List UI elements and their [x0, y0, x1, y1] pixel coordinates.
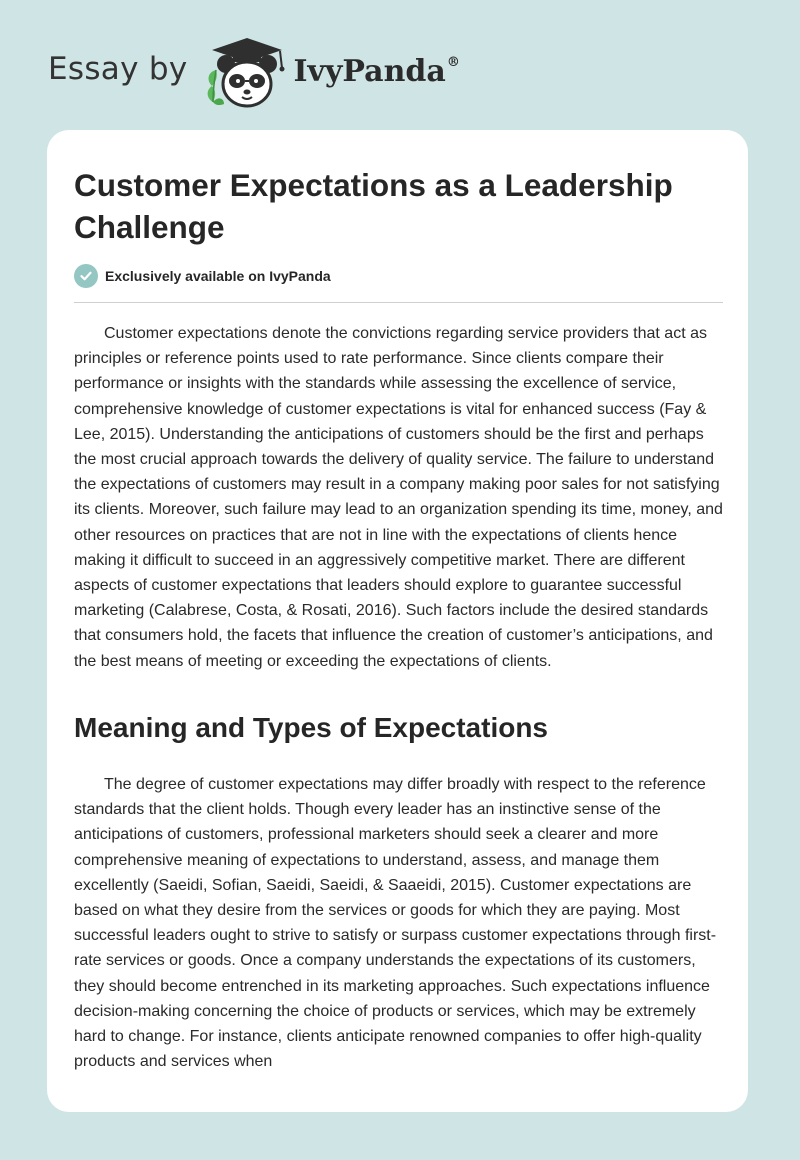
- check-circle-icon: [74, 264, 98, 288]
- brand-name: IvyPanda®: [293, 53, 460, 89]
- site-header: [48, 28, 460, 118]
- essay-by-label: Essay by: [48, 51, 188, 87]
- divider: [74, 302, 723, 303]
- section-heading: Meaning and Types of Expectations: [74, 712, 549, 743]
- exclusive-badge-label: Exclusively available on IvyPanda: [105, 268, 331, 284]
- paragraph: Customer expectations denote the convictions regarding service providers that act as principles or reference points used to rate performance. Since clients compare their performance or insights with the standards while assessing the excellence of service, comprehensive knowledge of customer expectations is vital for enhanced success (Fay & Lee, 2015). Understanding the anticipations of customers should be the first and perhaps the most crucial approach towards the delivery of quality service. The failure to understand the expectations of customers may result in a company making poor sales for not satisfying its clients. Moreover, such failure may lead to an organization spending its time, money, and other resources on practices that are not in line with the expectations of clients hence making it difficult to succeed in an aggressively competitive market. There are different aspects of customer expectations that leaders should explore to guarantee successful marketing (Calabrese, Costa, & Rosati, 2016). Such factors include the desired standards that consumers hold, the facets that influence the creation of customer’s anticipations, and the best means of meeting or exceeding the expectations of clients.: [74, 325, 723, 670]
- ivypanda-logo-link[interactable]: [202, 30, 460, 116]
- page-title: Customer Expectations as a Leadership Challenge: [74, 167, 673, 245]
- exclusive-badge: [74, 264, 331, 288]
- essay-card: [47, 130, 748, 1112]
- paragraph: The degree of customer expectations may differ broadly with respect to the reference standards that the client holds. Though every leader has an instinctive sense of the anticipations of customers, professional marketers should seek a clearer and more comprehensive meaning of expectations to understand, assess, and manage them excellently (Saeidi, Sofian, Saeidi, Saeidi, & Saaeidi, 2015). Customer expectations are based on what they desire from the services or goods for which they are paying. Most successful leaders ought to strive to satisfy or surpass customer expectations through first-rate services or goods. Once a company understands the expectations of its customers, they should become entrenched in its marketing approaches. Such expectations influence decision-making concerning the choice of products or services, which may be extremely hard to change. For instance, clients anticipate renowned companies to offer high-quality products and services when: [74, 776, 717, 1071]
- panda-graduation-cap-icon: [202, 30, 292, 116]
